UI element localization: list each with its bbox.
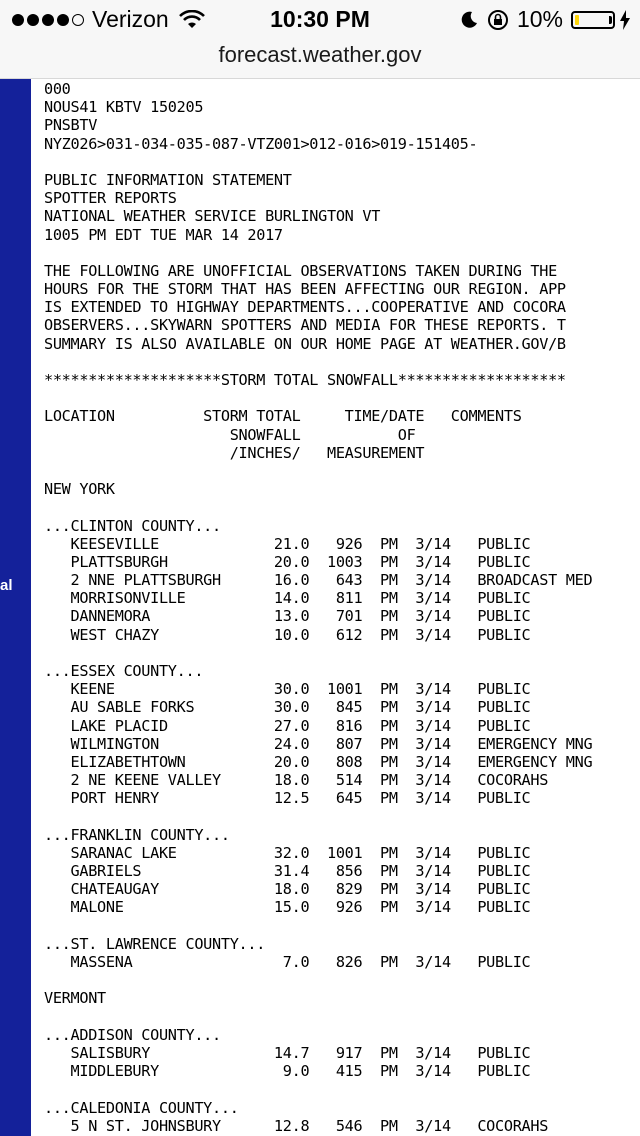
report-line: NOUS41 KBTV 150205 — [44, 98, 204, 117]
report-line: WILMINGTON 24.0 807 PM 3/14 EMERGENCY MNG — [44, 734, 593, 753]
report-line: CHATEAUGAY 18.0 829 PM 3/14 PUBLIC — [44, 880, 531, 899]
battery-percent: 10% — [516, 6, 563, 32]
rotation-lock-icon — [487, 9, 509, 31]
report-line — [44, 644, 640, 662]
report-line: PLATTSBURGH 20.0 1003 PM 3/14 PUBLIC — [44, 552, 531, 571]
report-line — [44, 462, 640, 480]
report-line: ...ST. LAWRENCE COUNTY... — [44, 934, 266, 953]
report-line: NYZ026>031-034-035-087-VTZ001>012-016>019-151405- — [44, 134, 478, 153]
report-line — [44, 1080, 640, 1098]
carrier-name: Verizon — [92, 6, 169, 32]
report-line: ...ESSEX COUNTY... — [44, 662, 204, 680]
report-line — [44, 353, 640, 371]
report-line: SALISBURY 14.7 917 PM 3/14 PUBLIC — [44, 1043, 531, 1062]
report-line: ********************STORM TOTAL SNOWFALL******************* — [44, 371, 566, 389]
battery-fill — [575, 15, 579, 25]
report-line: ...CLINTON COUNTY... — [44, 516, 221, 535]
status-bar — [0, 0, 640, 40]
report-line: AU SABLE FORKS 30.0 845 PM 3/14 PUBLIC — [44, 698, 531, 717]
report-line: GABRIELS 31.4 856 PM 3/14 PUBLIC — [44, 862, 531, 881]
report-line: ...ADDISON COUNTY... — [44, 1025, 221, 1044]
report-line: VERMONT — [44, 989, 106, 1008]
report-line: SARANAC LAKE 32.0 1001 PM 3/14 PUBLIC — [44, 843, 531, 862]
report-line: PNSBTV — [44, 116, 98, 135]
report-line: WEST CHAZY 10.0 612 PM 3/14 PUBLIC — [44, 625, 531, 644]
side-strip-label: al — [0, 577, 13, 594]
report-line — [44, 971, 640, 989]
report-line — [44, 153, 640, 171]
report-line: 000 — [44, 80, 71, 98]
report-line: 1005 PM EDT TUE MAR 14 2017 — [44, 225, 283, 244]
url-text[interactable]: forecast.weather.gov — [218, 42, 422, 67]
battery-icon — [571, 11, 615, 29]
report-line: THE FOLLOWING ARE UNOFFICIAL OBSERVATIONS TAKEN DURING THE — [44, 261, 557, 280]
report-line: ELIZABETHTOWN 20.0 808 PM 3/14 EMERGENCY MNG — [44, 752, 593, 771]
report-line: KEENE 30.0 1001 PM 3/14 PUBLIC — [44, 680, 531, 699]
report-line: PORT HENRY 12.5 645 PM 3/14 PUBLIC — [44, 789, 531, 808]
report-line: MORRISONVILLE 14.0 811 PM 3/14 PUBLIC — [44, 589, 531, 608]
report-line: OBSERVERS...SKYWARN SPOTTERS AND MEDIA FOR THESE REPORTS. T — [44, 316, 566, 335]
moon-icon — [459, 10, 479, 30]
report-line: LAKE PLACID 27.0 816 PM 3/14 PUBLIC — [44, 716, 531, 735]
report-line — [44, 808, 640, 826]
status-icons — [459, 6, 630, 33]
report-line: 2 NNE PLATTSBURGH 16.0 643 PM 3/14 BROADCAST MED — [44, 571, 593, 590]
report-line: IS EXTENDED TO HIGHWAY DEPARTMENTS...COOPERATIVE AND COCORA — [44, 298, 566, 317]
report-line: NEW YORK — [44, 480, 115, 499]
report-line: KEESEVILLE 21.0 926 PM 3/14 PUBLIC — [44, 534, 531, 553]
report-line: SUMMARY IS ALSO AVAILABLE ON OUR HOME PAGE AT WEATHER.GOV/B — [44, 334, 566, 353]
report-text — [44, 80, 640, 1136]
report-line — [44, 389, 640, 407]
report-line: NATIONAL WEATHER SERVICE BURLINGTON VT — [44, 207, 381, 226]
clock: 10:30 PM — [270, 6, 370, 32]
report-line: MASSENA 7.0 826 PM 3/14 PUBLIC — [44, 953, 531, 971]
report-line: MALONE 15.0 926 PM 3/14 PUBLIC — [44, 898, 531, 917]
address-bar[interactable] — [0, 40, 640, 79]
report-line — [44, 244, 640, 262]
page-side-strip — [0, 79, 31, 1136]
report-line: PUBLIC INFORMATION STATEMENT — [44, 170, 292, 189]
report-line: LOCATION STORM TOTAL TIME/DATE COMMENTS — [44, 407, 522, 426]
report-line — [44, 1008, 640, 1026]
charging-bolt-icon — [620, 10, 630, 30]
report-line: 2 NE KEENE VALLEY 18.0 514 PM 3/14 COCORAHS — [44, 771, 549, 790]
report-line — [44, 917, 640, 935]
report-line: SNOWFALL OF — [44, 425, 416, 444]
report-line: MIDDLEBURY 9.0 415 PM 3/14 PUBLIC — [44, 1062, 531, 1081]
report-line: HOURS FOR THE STORM THAT HAS BEEN AFFECTING OUR REGION. APP — [44, 280, 566, 299]
report-line: ...CALEDONIA COUNTY... — [44, 1098, 239, 1117]
report-line: 5 N ST. JOHNSBURY 12.8 546 PM 3/14 COCORAHS — [44, 1116, 549, 1135]
report-line: ...FRANKLIN COUNTY... — [44, 825, 230, 844]
report-line: /INCHES/ MEASUREMENT — [44, 443, 425, 462]
report-line: SPOTTER REPORTS — [44, 189, 177, 208]
report-line — [44, 498, 640, 516]
report-line: DANNEMORA 13.0 701 PM 3/14 PUBLIC — [44, 607, 531, 626]
